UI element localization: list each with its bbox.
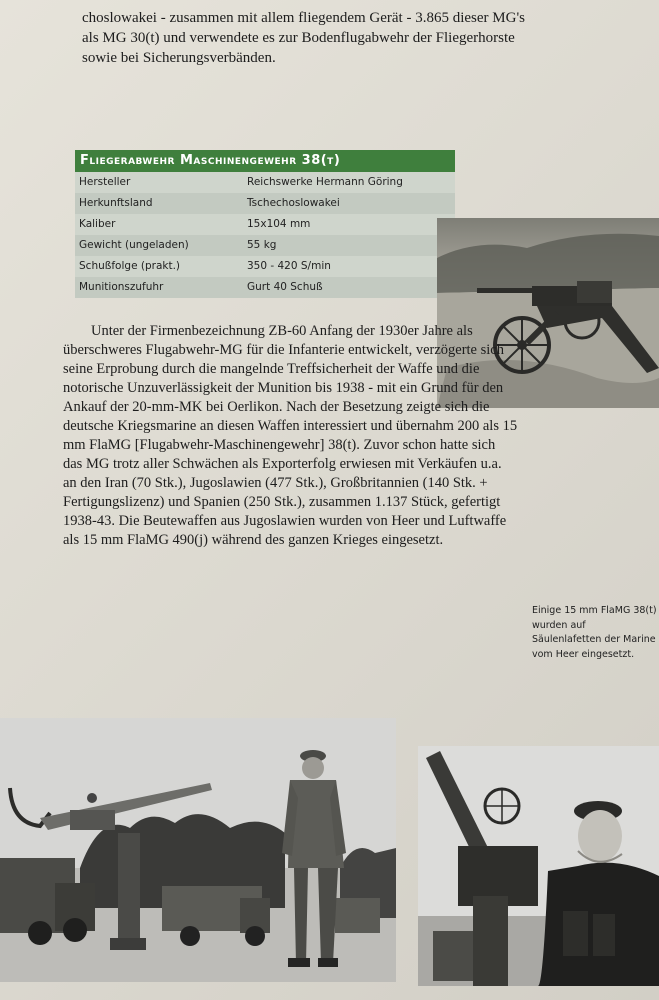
spec-value: Gurt 40 Schuß bbox=[247, 281, 323, 293]
spec-label: Gewicht (ungeladen) bbox=[79, 239, 189, 251]
spec-value: 15x104 mm bbox=[247, 218, 311, 230]
spec-label: Schußfolge (prakt.) bbox=[79, 260, 181, 272]
spec-row-ammo-feed bbox=[75, 277, 455, 298]
spec-row-weight bbox=[75, 235, 455, 256]
photo-soldier-with-trucks bbox=[0, 718, 396, 982]
top-paragraph bbox=[82, 8, 532, 68]
main-paragraph-text: Unter der Firmenbezeichnung ZB-60 Anfang der 1930er Jahre als überschweres Flugabwehr-MG für die Infanterie entwickelt, verzögerte sich seine Erprobung durch die mangelnde Treffsicherheit der Waffe und die notorische Unzuverlässigkeit der Munition bis 1938 - mit ein Grund für den Ankauf der 20-mm-MK bei Oerlikon. Nach der Besetzung zeigte sich die deutsche Kriegsmarine an diesen Waffen interessiert und übernahm 200 als 15 mm FlaMG [Flugabwehr-Maschinengewehr] 38(t). Zuvor schon hatte sich das MG trotz aller Schwächen als Exporterfolg erwiesen mit Verkäufen u.a. an den Iran (70 Stk.), Jugoslawien (477 Stk.), Großbritannien (140 Stk. + Fertigungslizenz) und Spanien (250 Stk.), zusammen 1.137 Stück, gefertigt 1938-43. Die Beutewaffen aus Jugoslawien wurden von Heer und Luftwaffe als 15 mm FlaMG 490(j) während des ganzen Krieges eingesetzt. bbox=[63, 323, 518, 548]
spec-row-rate-of-fire bbox=[75, 256, 455, 277]
top-paragraph-text: choslowakei - zusammen mit allem fliegendem Gerät - 3.865 dieser MG's als MG 30(t) und verwendete es zur Bodenflugabwehr der Fliegerhorste sowie bei Sicherungsverbänden. bbox=[82, 10, 525, 66]
main-paragraph bbox=[63, 322, 518, 550]
spec-label: Herkunftsland bbox=[79, 197, 153, 209]
spec-value: Reichswerke Hermann Göring bbox=[247, 176, 403, 188]
spec-label: Munitionszufuhr bbox=[79, 281, 164, 293]
spec-value: 55 kg bbox=[247, 239, 277, 251]
spec-value: 350 - 420 S/min bbox=[247, 260, 331, 272]
spec-label: Kaliber bbox=[79, 218, 116, 230]
photo-sailor-with-flamg bbox=[418, 746, 659, 986]
spec-value: Tschechoslowakei bbox=[247, 197, 340, 209]
spec-row-origin bbox=[75, 193, 455, 214]
spec-table bbox=[75, 150, 455, 298]
spec-row-caliber bbox=[75, 214, 455, 235]
spec-label: Hersteller bbox=[79, 176, 131, 188]
spec-row-manufacturer bbox=[75, 172, 455, 193]
spec-table-title: Fliegerabwehr Maschinengewehr 38(t) bbox=[75, 150, 455, 172]
photo-caption: Einige 15 mm FlaMG 38(t) wurden auf Säulenlafetten der Marine vom Heer eingesetzt. bbox=[532, 605, 657, 660]
